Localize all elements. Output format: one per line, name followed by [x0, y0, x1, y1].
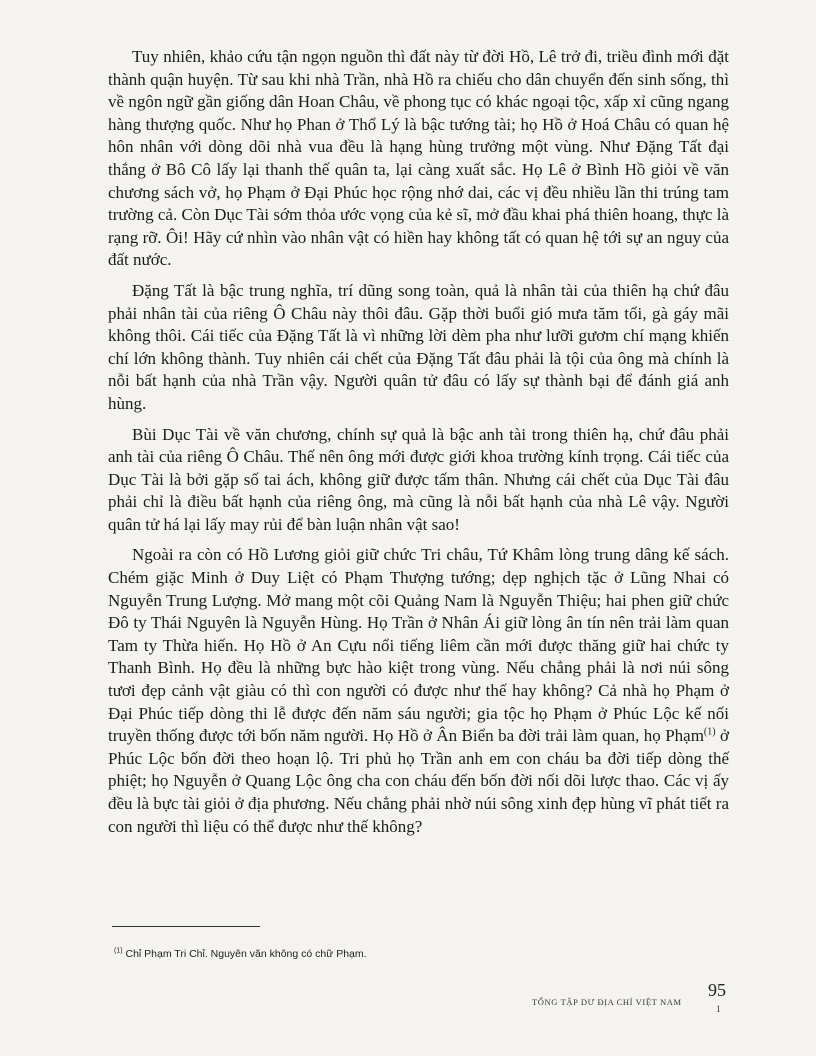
footnote-reference: (1)	[703, 726, 716, 738]
page-number: 95	[708, 980, 726, 1000]
running-footer-title: TỔNG TẬP DƯ ĐỊA CHÍ VIỆT NAM	[532, 997, 682, 1007]
footnote-text: Chỉ Phạm Tri Chỉ. Nguyên văn không có chữ Phạm.	[122, 948, 367, 960]
footnote-divider	[112, 926, 260, 927]
body-text	[108, 46, 729, 846]
paragraph-4-text-a: Ngoài ra còn có Hồ Lương giỏi giữ chức Tri châu, Tứ Khâm lòng trung dâng kế sách. Chém giặc Minh ở Duy Liệt có Phạm Thượng tướng; dẹp nghịch tặc ở Lũng Nhai có Nguyễn Trung Lượng. Mở mang một cõi Quảng Nam là Nguyễn Thiệu; hai phen giữ chức Đô ty Thái Nguyên là Nguyễn Hùng. Họ Trần ở Nhân Ái giữ lòng ân tín nên trải làm quan Tam ty Thừa hiến. Họ Hồ ở An Cựu nổi tiếng liêm cần mới được thăng giữ hai chức ty Thanh Bình. Họ đều là những bực hào kiệt trong vùng. Nếu chẳng phải là nơi núi sông tươi đẹp cảnh vật giàu có thì con người có được như thế hay không? Cả nhà họ Phạm ở Đại Phúc tiếp dòng thi lễ được đến năm sáu người; gia tộc họ Phạm ở Phúc Lộc kế nối truyền thống được tới bốn năm người. Họ Hồ ở Ân Biển ba đời trải làm quan, họ Phạm	[108, 545, 729, 746]
footer-tick: 1	[716, 1004, 721, 1014]
paragraph-1: Tuy nhiên, khảo cứu tận ngọn nguồn thì đất này từ đời Hồ, Lê trở đi, triều đình mới đặt thành quận huyện. Từ sau khi nhà Trần, nhà Hồ ra chiếu cho dân chuyển đến sinh sống, thì về ngôn ngữ gần giống dân Hoan Châu, về phong tục có khác ngoại tộc, xấp xỉ cũng ngang hàng thượng quốc. Như họ Phan ở Thổ Lý là bậc tướng tài; họ Hồ ở Hoá Châu có quan hệ hôn nhân với dòng dõi nhà vua đều là hạng hùng trưởng một vùng. Như Đặng Tất đại thắng ở Bô Cô lấy lại thanh thế quân ta, lại càng xuất sắc. Họ Lê ở Bình Hồ giỏi về văn chương sách vở, họ Phạm ở Đại Phúc học rộng nhớ dai, các vị đều nhiều lần thi trúng tam trường cả. Còn Dục Tài sớm thỏa ước vọng của kẻ sĩ, mở đầu khai phá thiên hoang, thực là rạng rỡ. Ôi! Hãy cứ nhìn vào nhân vật có hiền hay không tất có quan hệ tới sự an nguy của đất nước.	[108, 47, 729, 270]
paragraph-4	[108, 544, 729, 838]
paragraph-2: Đặng Tất là bậc trung nghĩa, trí dũng song toàn, quả là nhân tài của thiên hạ chứ đâu phải nhân tài của riêng Ô Châu này thôi đâu. Gặp thời buổi gió mưa tăm tối, gà gáy mãi không thôi. Cái tiếc của Đặng Tất là vì những lời dèm pha như lưỡi gươm chí mạng khiến chí lớn không thành. Tuy nhiên cái chết của Đặng Tất đâu phải là tội của ông mà chính là nỗi bất hạnh của nhà Trần vậy. Người quân tử đâu có lấy sự thành bại để đánh giá anh hùng.	[108, 280, 729, 413]
paragraph-4-text-b: ở Phúc Lộc bốn đời theo hoạn lộ. Tri phủ họ Trần anh em con cháu ba đời tiếp dòng thế phiệt; họ Nguyễn ở Quang Lộc ông cha con cháu đến bốn đời nối dõi lược thao. Các vị ấy đều là bực tài giỏi ở địa phương. Nếu chẳng phải nhờ núi sông xinh đẹp hùng vĩ phát tiết ra con người thì liệu có thể được như thế không?	[108, 726, 729, 836]
footnote-mark: (1)	[114, 947, 123, 955]
footnote	[114, 948, 714, 960]
paragraph-3: Bùi Dục Tài về văn chương, chính sự quả là bậc anh tài trong thiên hạ, chứ đâu phải anh tài của riêng Ô Châu. Thế nên ông mới được giới khoa trường kính trọng. Cái tiếc của Dục Tài là bởi gặp số tai ách, không giữ được tấm thân. Nhưng cái chết của Dục Tài đâu phải chỉ là điều bất hạnh của riêng ông, mà cũng là nỗi bất hạnh của nhà Lê vậy. Người quân tử há lại lấy may rủi để bàn luận nhân vật sao!	[108, 424, 729, 534]
